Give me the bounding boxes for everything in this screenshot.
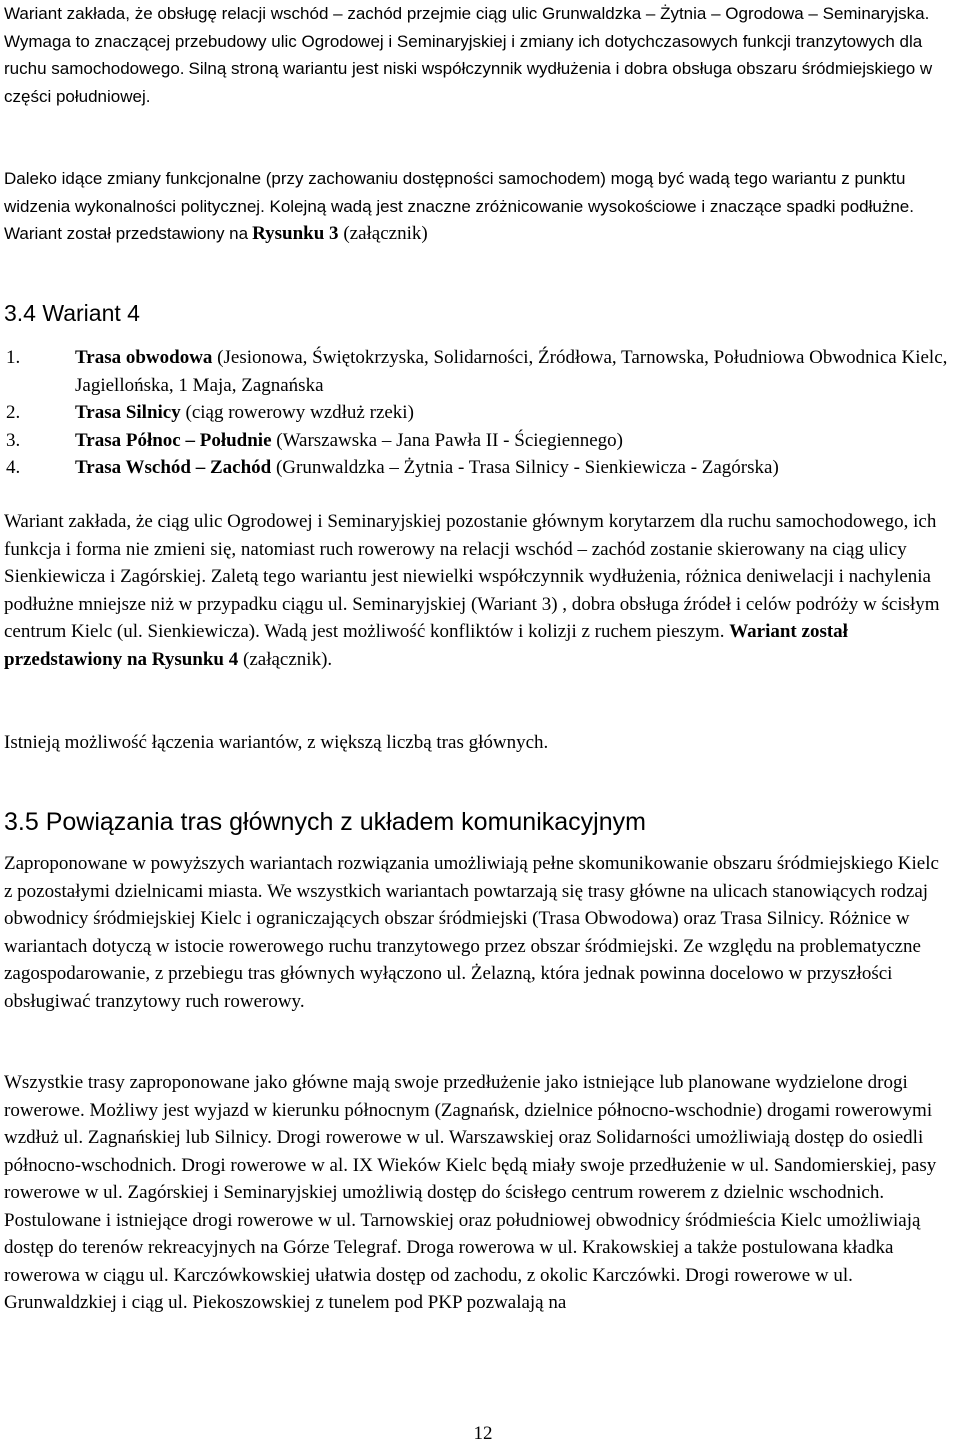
list-item	[4, 399, 952, 427]
route-name: Trasa Wschód – Zachód	[75, 457, 272, 478]
paragraph-connections: Zaproponowane w powyższych wariantach rozwiązania umożliwiają pełne skomunikowanie obszaru śródmiejskiego Kielc z pozostałymi dzielnicami miasta. We wszystkich wariantach powtarzają się trasy główne na ulicach stanowiących rodzaj obwodnicy śródmiejskiej Kielc i ograniczających obszar śródmiejski (Trasa Obwodowa) oraz Trasa Silnicy. Różnice w wariantach dotyczą w istocie rowerowego ruchu tranzytowego przez obszar śródmiejski. Ze względu na problematyczne zagospodarowanie, z przebiegu tras głównych wyłączono ul. Żelazną, która jednak powinna docelowo w przyszłości obsługiwać tranzytowy ruch rowerowy.	[4, 853, 939, 1012]
variant3-text-a: Wariant zakłada, że obsługę relacji wschód – zachód przejmie ciąg ulic Grunwaldzka – Żytnia – Ogrodowa – Seminaryjska. Wymaga to znaczącej przebudowy ulic Ogrodowej i Seminaryjskiej i zmiany ich dotychczasowych funkcji tranzytowych dla ruchu samochodowego.	[4, 4, 930, 78]
route-list	[4, 344, 952, 482]
list-item	[4, 427, 952, 455]
paragraph-extensions: Wszystkie trasy zaproponowane jako główne mają swoje przedłużenie jako istniejące lub planowane wydzielone drogi rowerowe. Możliwy jest wyjazd w kierunku północnym (Zagnańsk, dzielnice północno-wschodnie) drogami rowerowymi wzdłuż ul. Zagnańskiej lub Silnicy. Drogi rowerowe w ul. Warszawskiej oraz Solidarności umożliwiają dostęp do osiedli północno-wschodnich. Drogi rowerowe w al. IX Wieków Kielc będą miały swoje przedłużenie w ul. Sandomierskiej, pasy rowerowe w ul. Zagórskiej i Seminaryjskiej umożliwią dostęp do ścisłego centrum rowerem z dzielnic wschodnich. Postulowane i istniejące drogi rowerowe w ul. Tarnowskiej oraz południowej obwodnicy śródmieścia Kielc umożliwiają dostęp do terenów rekreacyjnych na Górze Telegraf. Droga rowerowa w ul. Krakowskiej a także postulowana kładka rowerowa w ciągu ul. Karczówkowskiej ułatwia dostęp od zachodu, z okolic Karczówki. Drogi rowerowe w ul. Grunwaldzkiej i ciąg ul. Piekoszowskiej z tunelem pod PKP pozwalają na	[4, 1072, 937, 1313]
route-detail: (Grunwaldzka – Żytnia - Trasa Silnicy - Sienkiewicza - Zagórska)	[271, 457, 779, 478]
figure-ref-3: Rysunku 3	[252, 223, 339, 244]
variant3-drawbacks-text: Daleko idące zmiany funkcjonalne (przy zachowaniu dostępności samochodem) mogą być wadą tego wariantu z punktu widzenia wykonalności politycznej. Kolejną wadą jest znaczne zróżnicowanie wysokościowe i znaczące spadki podłużne. Wariant został przedstawiony na	[4, 169, 914, 243]
route-name: Trasa Północ – Południe	[75, 429, 272, 451]
section-heading-3-5: 3.5 Powiązania tras głównych z układem komunikacyjnym	[4, 808, 646, 836]
list-number: 1.	[6, 347, 21, 368]
figure-ref-4: Wariant został przedstawiony na Rysunku 4	[4, 621, 848, 670]
section-heading-3-4: 3.4 Wariant 4	[4, 300, 140, 326]
attachment-note: (załącznik).	[238, 648, 333, 670]
route-detail: (ciąg rowerowy wzdłuż rzeki)	[180, 402, 414, 423]
paragraph-variant3-drawbacks	[4, 165, 952, 248]
paragraph-variant4-description	[4, 508, 952, 673]
list-item	[4, 454, 952, 482]
variant4-text: Wariant zakłada, że ciąg ulic Ogrodowej i Seminaryjskiej pozostanie głównym korytarzem dla ruchu samochodowego, ich funkcja i forma nie zmieni się, natomiast ruch rowerowy na relacji wschód – zachód zostanie skierowany na ciąg ulicy Sienkiewicza i Zagórskiej. Zaletą tego wariantu jest niewielki współczynnik wydłużenia, różnica deniwelacji i nachylenia podłużne mniejsze niż w przypadku ciągu ul. Seminaryjskiej (Wariant 3) , dobra obsługa źródeł i celów podróży w ścisłym centrum Kielc (ul. Sienkiewicza). Wadą jest możliwość konfliktów i kolizji z ruchem pieszym.	[4, 511, 940, 642]
list-number: 2.	[6, 402, 21, 423]
list-number: 3.	[6, 429, 21, 451]
list-number: 4.	[6, 457, 21, 478]
paragraph-variant3-description	[4, 0, 952, 110]
route-detail: (Jesionowa, Świętokrzyska, Solidarności, Źródłowa, Tarnowska, Południowa Obwodnica Kielc, Jagiellońska, 1 Maja, Zagnańska	[75, 347, 948, 396]
variant3-text-b: Silną stroną wariantu jest niski współczynnik wydłużenia i dobra obsługa obszaru śródmiejskiego w części południowej.	[4, 59, 933, 106]
page-number: 12	[473, 1423, 493, 1444]
list-item	[4, 344, 952, 399]
route-detail: (Warszawska – Jana Pawła II - Ściegiennego)	[271, 429, 623, 451]
attachment-note: (załącznik)	[343, 223, 428, 244]
route-name: Trasa obwodowa	[75, 347, 213, 368]
route-name: Trasa Silnicy	[75, 402, 181, 423]
paragraph-combination-note: Istnieją możliwość łączenia wariantów, z większą liczbą tras głównych.	[4, 732, 549, 753]
